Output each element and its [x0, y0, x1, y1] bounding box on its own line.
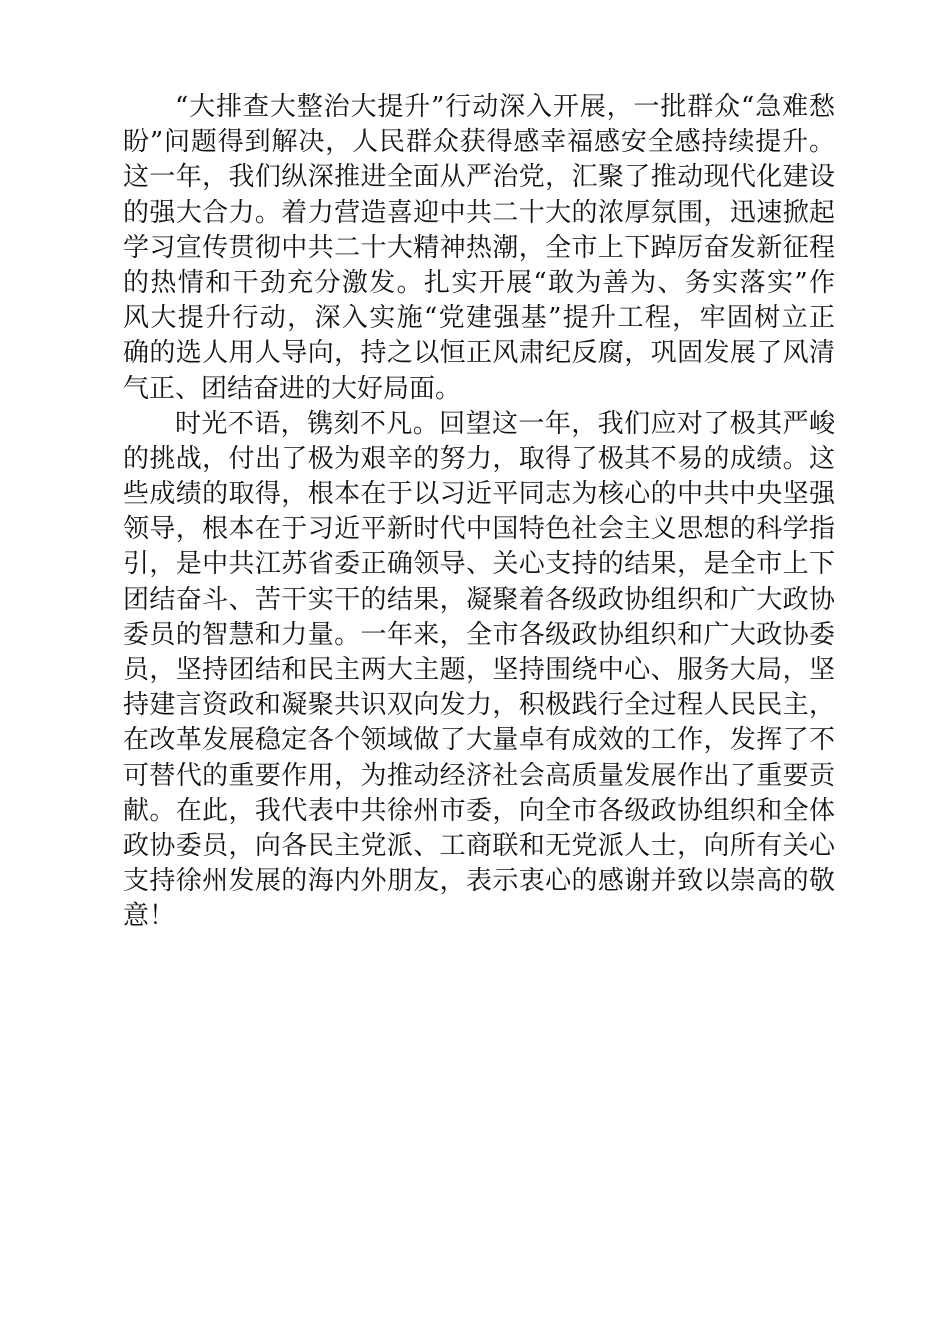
text-line: 支持徐州发展的海内外朋友，表示衷心的感谢并致以崇高的敬 [123, 866, 835, 897]
text-line: 在改革发展稳定各个领域做了大量卓有成效的工作，发挥了不 [123, 725, 835, 756]
text-line: 团结奋斗、苦干实干的结果，凝聚着各级政协组织和广大政协 [123, 584, 835, 615]
text-line: 确的选人用人导向，持之以恒正风肃纪反腐，巩固发展了风清 [123, 338, 835, 369]
text-line: 员，坚持团结和民主两大主题，坚持围绕中心、服务大局，坚 [123, 655, 835, 685]
text-line: 委员的智慧和力量。一年来，全市各级政协组织和广大政协委 [123, 619, 835, 650]
text-line: 这一年，我们纵深推进全面从严治党，汇聚了推动现代化建设 [123, 162, 835, 193]
text-line: 献。在此，我代表中共徐州市委，向全市各级政协组织和全体 [123, 795, 835, 826]
text-line: 学习宣传贯彻中共二十大精神热潮，全市上下踔厉奋发新征程 [123, 232, 835, 263]
paragraph-2 [123, 407, 835, 935]
text-line: “大排查大整治大提升”行动深入开展，一批群众“急难愁 [175, 92, 835, 122]
document-body [123, 90, 835, 935]
text-line: 盼”问题得到解决，人民群众获得感幸福感安全感持续提升。 [123, 127, 835, 158]
text-line: 气正、团结奋进的大好局面。 [123, 373, 462, 404]
text-line: 引，是中共江苏省委正确领导、关心支持的结果，是全市上下 [123, 549, 835, 580]
text-line: 的挑战，付出了极为艰辛的努力，取得了极其不易的成绩。这 [123, 443, 835, 474]
text-line: 时光不语，镌刻不凡。回望这一年，我们应对了极其严峻 [175, 408, 835, 439]
text-line: 的热情和干劲充分激发。扎实开展“敢为善为、务实落实”作 [123, 267, 835, 298]
text-line: 持建言资政和凝聚共识双向发力，积极践行全过程人民民主， [123, 690, 835, 721]
text-line: 意！ [123, 901, 176, 932]
paragraph-1 [123, 90, 835, 407]
text-line: 的强大合力。着力营造喜迎中共二十大的浓厚氛围，迅速掀起 [123, 197, 835, 228]
text-line: 可替代的重要作用，为推动经济社会高质量发展作出了重要贡 [123, 760, 835, 791]
text-line: 领导，根本在于习近平新时代中国特色社会主义思想的科学指 [123, 514, 835, 545]
text-line: 风大提升行动，深入实施“党建强基”提升工程，牢固树立正 [123, 303, 835, 334]
text-line: 政协委员，向各民主党派、工商联和无党派人士，向所有关心 [123, 830, 835, 861]
text-line: 些成绩的取得，根本在于以习近平同志为核心的中共中央坚强 [123, 479, 835, 510]
